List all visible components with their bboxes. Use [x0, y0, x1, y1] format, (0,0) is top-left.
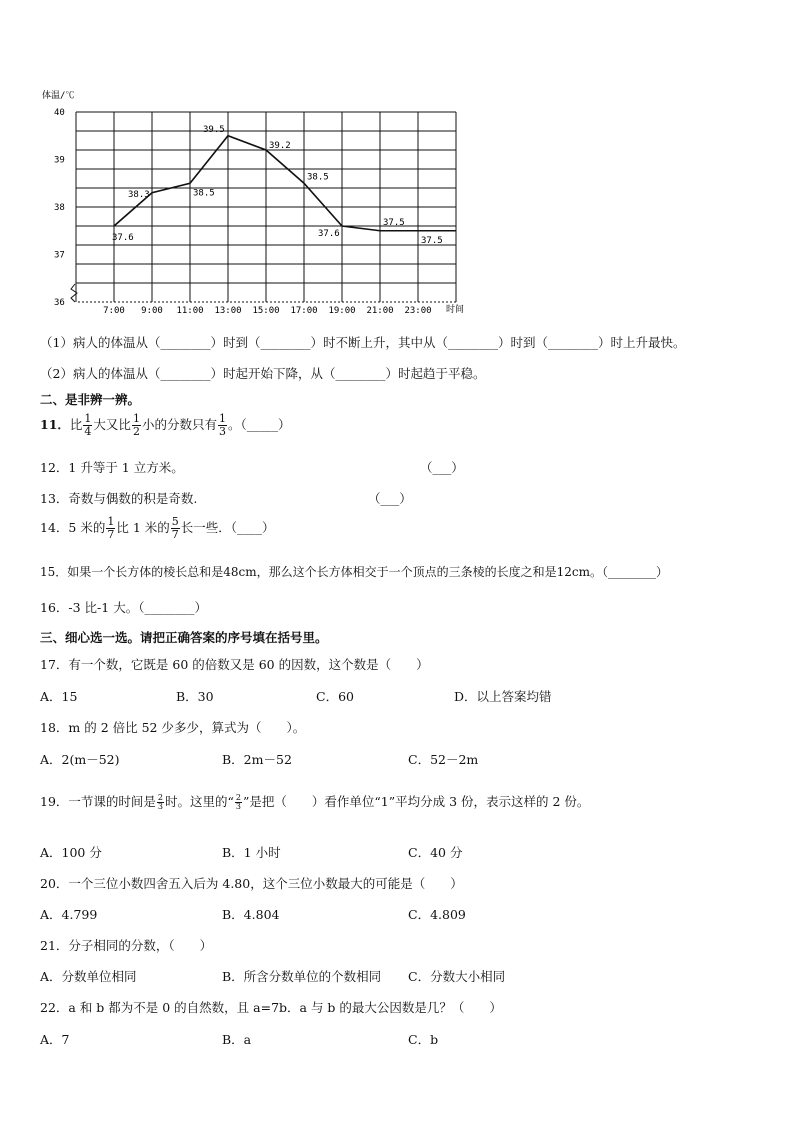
fraction: $\frac{1}{3}$ [218, 412, 226, 438]
question-13: 13．奇数与偶数的积是奇数. [40, 491, 198, 506]
question-19: 19．一节课的时间是 $\frac{2}{3}$ 时。这里的“ $\frac{2}{3}$ ”是把（ ）看作单位“1”平均分成 3 份，表示这样的 2 份。 [40, 793, 590, 811]
data-labels [112, 125, 443, 246]
y-tick-labels [54, 108, 65, 308]
y-axis-label: 体温/℃ [42, 91, 75, 101]
question-14: 14．5 米的 $\frac{1}{7}$ 比 1 米的 $\frac{5}{7}$ 长一些．（____） [40, 515, 275, 541]
q19-option-c: C．40 分 [408, 845, 463, 860]
x-tick-label: 11:00 [176, 306, 204, 316]
data-label: 37.5 [421, 235, 443, 246]
data-label: 37.6 [112, 233, 134, 243]
data-label: 38.3 [128, 189, 150, 200]
q18-option-c: C．52－2m [408, 752, 479, 767]
data-label: 38.5 [193, 188, 215, 199]
question-12: 12．1 升等于 1 立方米。 [40, 460, 184, 475]
x-tick-label: 13:00 [214, 306, 242, 316]
q18-option-a: A．2(m－52) [40, 752, 120, 767]
x-axis-label: 时间 [446, 305, 465, 315]
question-18: 18．m 的 2 倍比 52 少多少，算式为（ ）。 [40, 720, 306, 735]
chart-grid [76, 112, 456, 302]
question-12-blank: （___） [420, 460, 464, 475]
q21-option-c: C．分数大小相同 [408, 969, 506, 984]
question-20: 20．一个三位小数四舍五入后为 4.80，这个三位小数最大的可能是（ ） [40, 876, 463, 891]
q22-option-c: C．b [408, 1032, 439, 1047]
question-11: 11．比 $\frac{1}{4}$ 大又比 $\frac{1}{2}$ 小的分数只有 $\frac{1}{3}$ 。（_____） [40, 412, 291, 438]
question-16: 16．-3 比-1 大。（________） [40, 600, 207, 615]
fraction: $\frac{1}{4}$ [84, 412, 92, 438]
q20-option-a: A．4.799 [40, 907, 98, 922]
q17-option-c: C．60 [316, 689, 354, 704]
question-13-blank: （___） [368, 491, 412, 506]
x-tick-label: 17:00 [290, 306, 318, 316]
question-17: 17．有一个数，它既是 60 的倍数又是 60 的因数，这个数是（ ） [40, 657, 429, 672]
q20-option-c: C．4.809 [408, 907, 466, 922]
data-label: 38.5 [307, 172, 329, 183]
data-label: 39.2 [269, 141, 291, 151]
temperature-line-chart [38, 86, 508, 316]
q19-option-b: B．1 小时 [222, 845, 281, 860]
question-22: 22．a 和 b 都为不是 0 的自然数，且 a=7b．a 与 b 的最大公因数是几？（ ） [40, 1000, 502, 1015]
chart-question-2: （2）病人的体温从（________）时起开始下降，从（________）时起趋于平稳。 [40, 366, 486, 381]
q22-option-a: A．7 [40, 1032, 70, 1047]
data-label: 37.6 [318, 229, 340, 239]
section-3-title: 三、细心选一选。请把正确答案的序号填在括号里。 [40, 630, 328, 645]
x-tick-label: 15:00 [252, 306, 280, 316]
question-21: 21．分子相同的分数，（ ） [40, 938, 213, 953]
question-15: 15．如果一个长方体的棱长总和是48cm，那么这个长方体相交于一个顶点的三条棱的长度之和是12cm。（________） [40, 565, 669, 579]
y-tick-label: 40 [54, 108, 65, 118]
q18-option-b: B．2m－52 [222, 752, 292, 767]
x-tick-label: 21:00 [366, 306, 394, 316]
y-tick-label: 38 [54, 203, 65, 213]
y-tick-label: 39 [54, 155, 65, 166]
fraction: $\frac{2}{3}$ [235, 793, 241, 811]
chart-question-1: （1）病人的体温从（________）时到（________）时不断上升，其中从（________）时到（________）时上升最快。 [40, 335, 686, 350]
fraction: $\frac{1}{7}$ [107, 515, 115, 541]
x-tick-label: 19:00 [328, 306, 356, 316]
data-label: 39.5 [203, 124, 225, 135]
q17-option-a: A．15 [40, 689, 78, 704]
q19-option-a: A．100 分 [40, 845, 102, 860]
q20-option-b: B．4.804 [222, 907, 280, 922]
x-tick-label: 7:00 [103, 306, 125, 316]
x-tick-labels [103, 306, 431, 316]
y-tick-label: 37 [54, 250, 65, 261]
fraction: $\frac{1}{2}$ [132, 412, 140, 438]
q21-option-b: B．所含分数单位的个数相同 [222, 969, 382, 984]
data-label: 37.5 [383, 217, 405, 228]
q17-option-b: B．30 [176, 689, 214, 704]
x-tick-label: 23:00 [404, 306, 432, 316]
q17-option-d: D．以上答案均错 [454, 689, 552, 704]
section-2-title: 二、是非辨一辨。 [40, 392, 141, 407]
y-tick-label: 36 [54, 298, 65, 308]
x-tick-label: 9:00 [141, 306, 163, 316]
fraction: $\frac{5}{7}$ [171, 515, 179, 541]
q22-option-b: B．a [222, 1032, 252, 1047]
fraction: $\frac{2}{3}$ [157, 793, 163, 811]
q21-option-a: A．分数单位相同 [40, 969, 137, 984]
